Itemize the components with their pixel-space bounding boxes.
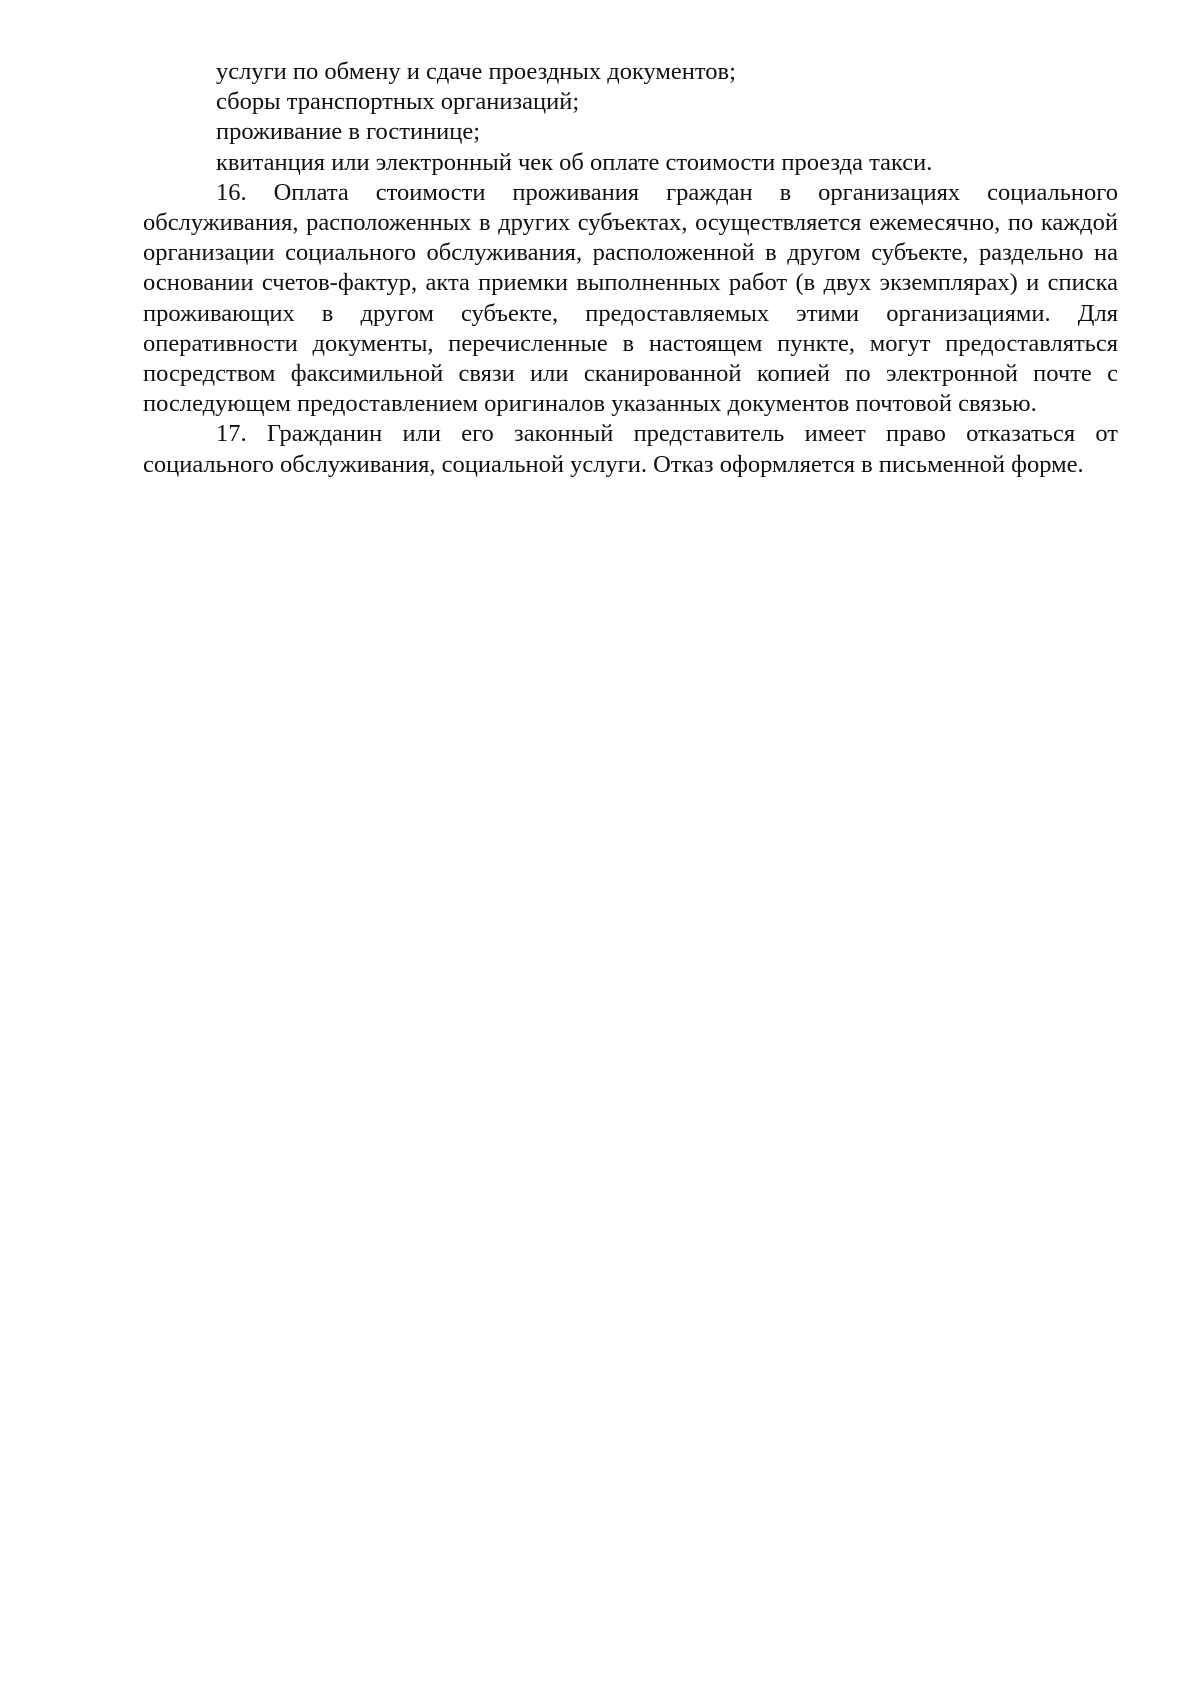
list-item-transport-fees: сборы транспортных организаций; [216,88,580,116]
paragraph-16: 16. Оплата стоимости проживания граждан в организациях социального обслуживания, расположенных в других субъектах, осуществляется ежемесячно, по каждой организации социального обслуживания, расположенной в другом субъекте, раздельно на основании счетов-фактур, акта приемки выполненных работ (в двух экземплярах) и списка проживающих в другом субъекте, предоставляемых этими организациями. Для оперативности документы, перечисленные в настоящем пункте, могут предоставляться посредством факсимильной связи или сканированной копией по электронной почте с последующем предоставлением оригиналов указанных документов почтовой связью. [143,178,1118,418]
list-item-ticket-exchange: услуги по обмену и сдаче проездных документов; [216,58,736,85]
list-item-hotel-stay: проживание в гостинице; [216,118,481,146]
list-item-taxi-receipt: квитанция или электронный чек об оплате стоимости проезда такси. [216,148,933,176]
document-body [143,57,1118,480]
paragraph-17: 17. Гражданин или его законный представитель имеет право отказаться от социального обслуживания, социальной услуги. Отказ оформляется в письменной форме. [143,420,1118,478]
